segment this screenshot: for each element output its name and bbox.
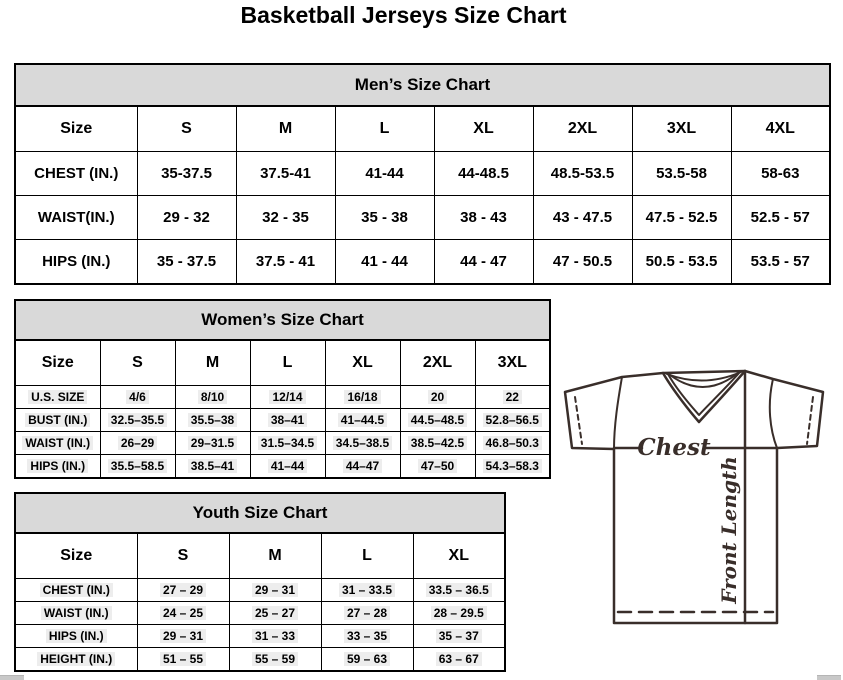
scrollbar-right-fragment[interactable] [817,675,841,680]
size-value-cell: 22 [475,386,550,409]
col-header-s: S [137,533,229,579]
front-length-label: Front Length [717,456,741,604]
size-value-cell: 34.5–38.5 [325,432,400,455]
size-value-cell: 44–47 [325,455,400,479]
col-header-m: M [229,533,321,579]
row-label: WAIST (IN.) [15,432,100,455]
row-label: U.S. SIZE [15,386,100,409]
row-label: CHEST (IN.) [15,579,137,602]
row-label: WAIST (IN.) [15,602,137,625]
row-label: HIPS (IN.) [15,240,137,285]
size-value-cell: 20 [400,386,475,409]
size-value-cell: 41–44 [250,455,325,479]
size-value-cell: 8/10 [175,386,250,409]
row-label: HIPS (IN.) [15,455,100,479]
table-row-height [15,648,505,672]
size-value-cell: 44 - 47 [434,240,533,285]
table-row-us-size [15,386,550,409]
size-value-cell: 43 - 47.5 [533,196,632,240]
size-value-cell: 38.5–41 [175,455,250,479]
size-value-cell: 35-37.5 [137,152,236,196]
col-header-l: L [321,533,413,579]
col-header-m: M [236,106,335,152]
size-value-cell: 37.5-41 [236,152,335,196]
row-label: BUST (IN.) [15,409,100,432]
size-value-cell: 28 – 29.5 [413,602,505,625]
table-row-hips [15,240,830,285]
size-value-cell: 52.5 - 57 [731,196,830,240]
size-value-cell: 41-44 [335,152,434,196]
size-value-cell: 53.5-58 [632,152,731,196]
table-row-bust [15,409,550,432]
size-value-cell: 38.5–42.5 [400,432,475,455]
size-value-cell: 38 - 43 [434,196,533,240]
col-header-xl: XL [434,106,533,152]
vneck-collar-icon [663,371,745,422]
size-value-cell: 35 - 37.5 [137,240,236,285]
col-header-3xl: 3XL [632,106,731,152]
size-value-cell: 29 - 32 [137,196,236,240]
size-value-cell: 4/6 [100,386,175,409]
size-value-cell: 32.5–35.5 [100,409,175,432]
size-value-cell: 58-63 [731,152,830,196]
size-value-cell: 25 – 27 [229,602,321,625]
size-value-cell: 31 – 33 [229,625,321,648]
size-value-cell: 26–29 [100,432,175,455]
size-value-cell: 47.5 - 52.5 [632,196,731,240]
size-value-cell: 52.8–56.5 [475,409,550,432]
size-value-cell: 44.5–48.5 [400,409,475,432]
col-header-size: Size [15,106,137,152]
size-value-cell: 41 - 44 [335,240,434,285]
size-value-cell: 27 – 28 [321,602,413,625]
youth-section-title: Youth Size Chart [15,493,505,533]
page-title: Basketball Jerseys Size Chart [240,2,567,28]
table-row-chest [15,579,505,602]
col-header-size: Size [15,533,137,579]
youth-size-table [14,492,506,672]
size-value-cell: 33 – 35 [321,625,413,648]
col-header-4xl: 4XL [731,106,830,152]
col-header-l: L [335,106,434,152]
size-value-cell: 47–50 [400,455,475,479]
col-header-m: M [175,340,250,386]
col-header-xl: XL [413,533,505,579]
row-label: CHEST (IN.) [15,152,137,196]
size-value-cell: 59 – 63 [321,648,413,672]
size-value-cell: 38–41 [250,409,325,432]
col-header-xl: XL [325,340,400,386]
table-row-waist [15,432,550,455]
size-value-cell: 31.5–34.5 [250,432,325,455]
womens-size-table [14,299,551,479]
size-value-cell: 54.3–58.3 [475,455,550,479]
table-row-hips [15,455,550,479]
size-value-cell: 55 – 59 [229,648,321,672]
size-value-cell: 37.5 - 41 [236,240,335,285]
col-header-size: Size [15,340,100,386]
col-header-l: L [250,340,325,386]
size-value-cell: 33.5 – 36.5 [413,579,505,602]
size-value-cell: 48.5-53.5 [533,152,632,196]
col-header-s: S [100,340,175,386]
table-row-waist [15,196,830,240]
col-header-2xl: 2XL [400,340,475,386]
size-value-cell: 29 – 31 [229,579,321,602]
row-label: HEIGHT (IN.) [15,648,137,672]
size-value-cell: 35 - 38 [335,196,434,240]
size-value-cell: 63 – 67 [413,648,505,672]
size-value-cell: 50.5 - 53.5 [632,240,731,285]
row-label: WAIST(IN.) [15,196,137,240]
size-value-cell: 35.5–38 [175,409,250,432]
size-value-cell: 51 – 55 [137,648,229,672]
size-value-cell: 44-48.5 [434,152,533,196]
col-header-2xl: 2XL [533,106,632,152]
womens-size-chart-section [14,299,551,479]
size-value-cell: 53.5 - 57 [731,240,830,285]
mens-size-chart-section [14,63,831,285]
size-value-cell: 29–31.5 [175,432,250,455]
table-row-chest [15,152,830,196]
col-header-s: S [137,106,236,152]
size-value-cell: 32 - 35 [236,196,335,240]
size-value-cell: 24 – 25 [137,602,229,625]
size-value-cell: 35 – 37 [413,625,505,648]
size-value-cell: 47 - 50.5 [533,240,632,285]
mens-header-row [15,106,830,152]
youth-header-row [15,533,505,579]
left-cuff-dashed-line [575,397,582,444]
size-value-cell: 29 – 31 [137,625,229,648]
size-value-cell: 35.5–58.5 [100,455,175,479]
table-row-waist [15,602,505,625]
right-cuff-dashed-line [807,397,813,444]
size-value-cell: 46.8–50.3 [475,432,550,455]
jersey-measurement-diagram [556,360,832,640]
size-value-cell: 27 – 29 [137,579,229,602]
scrollbar-left-fragment[interactable] [0,675,24,680]
mens-size-table [14,63,831,285]
womens-header-row [15,340,550,386]
row-label: HIPS (IN.) [15,625,137,648]
size-value-cell: 16/18 [325,386,400,409]
table-row-hips [15,625,505,648]
chest-label: Chest [637,434,711,461]
size-value-cell: 31 – 33.5 [321,579,413,602]
size-value-cell: 12/14 [250,386,325,409]
col-header-3xl: 3XL [475,340,550,386]
womens-section-title: Women’s Size Chart [15,300,550,340]
size-value-cell: 41–44.5 [325,409,400,432]
mens-section-title: Men’s Size Chart [15,64,830,106]
youth-size-chart-section [14,492,506,672]
